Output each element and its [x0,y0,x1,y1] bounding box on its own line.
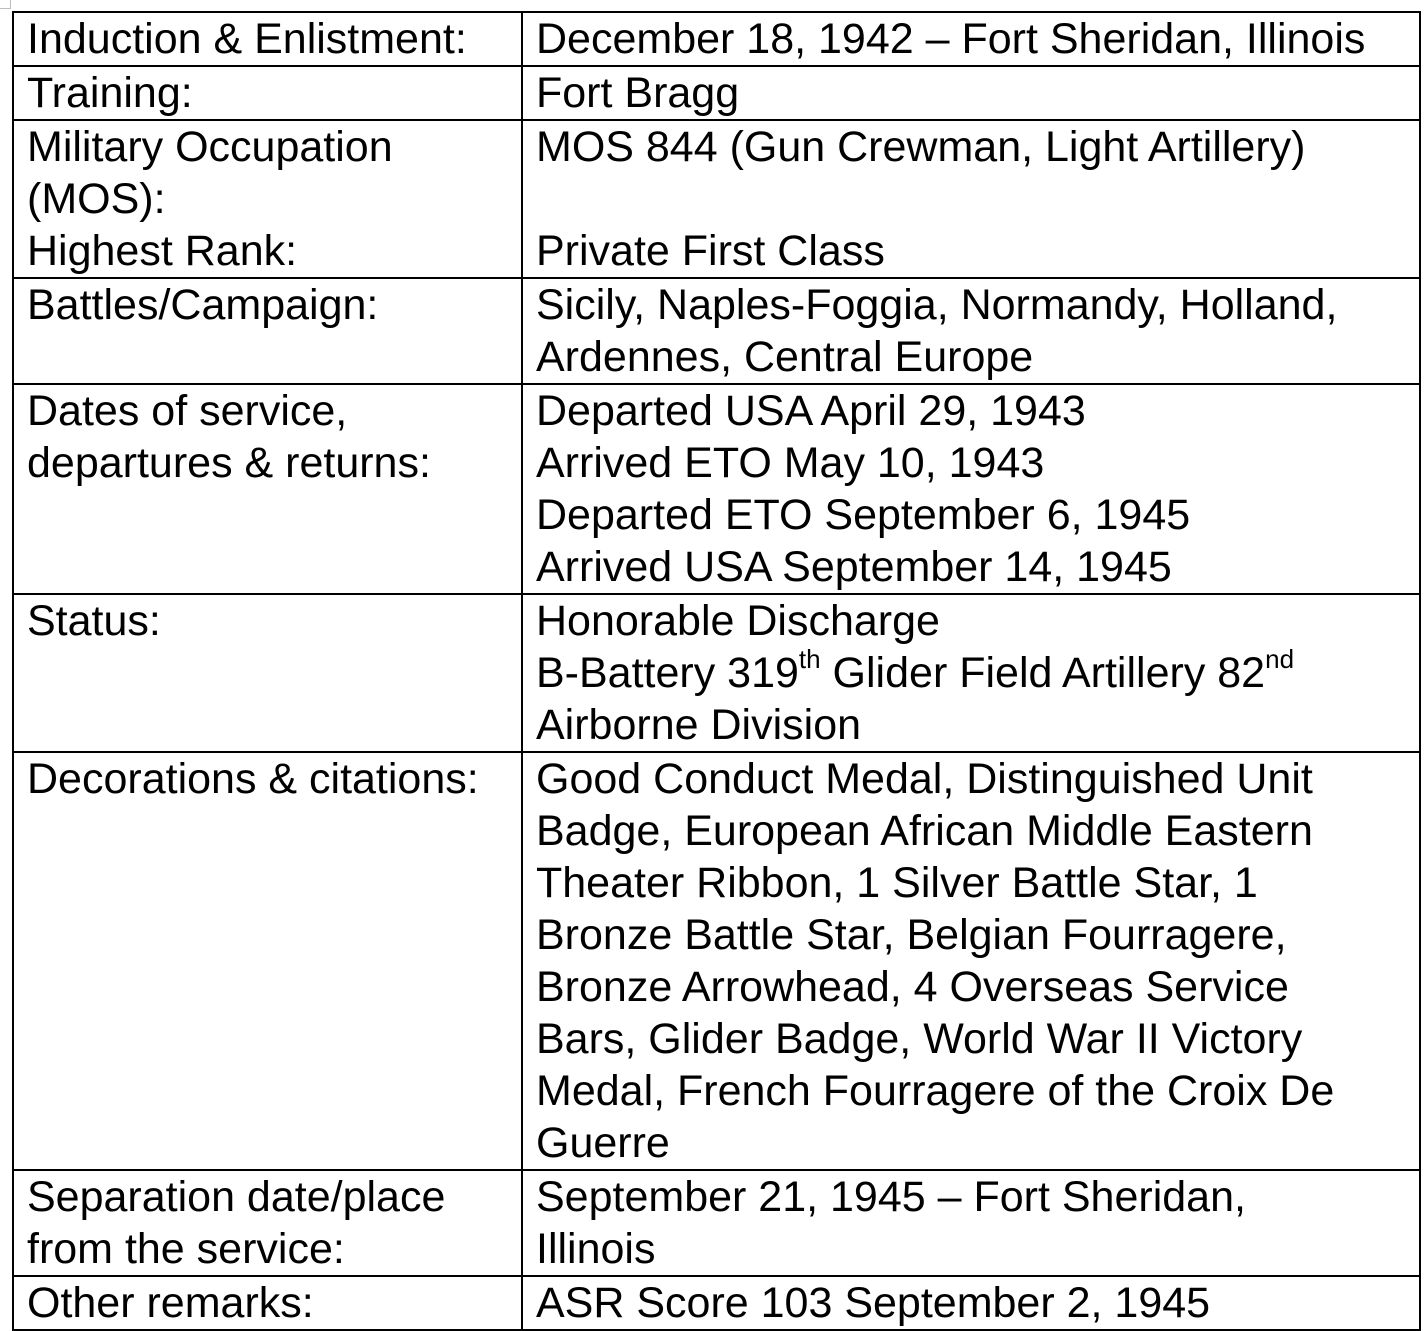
row-value: Badge, European African Middle Eastern [536,807,1313,855]
row-decorations [13,752,1420,1170]
row-value: ASR Score 103 September 2, 1945 [536,1279,1211,1327]
row-value: Airborne Division [536,701,862,749]
row-status [13,594,1420,752]
row-value: Guerre [536,1119,670,1167]
row-value: Honorable Discharge [536,597,940,645]
row-label: Decorations & citations: [27,755,479,803]
value-cell [522,594,1420,752]
value-cell [522,752,1420,1170]
unit-text: B-Battery 319 [536,649,799,697]
value-cell [522,278,1420,384]
row-value: Sicily, Naples-Foggia, Normandy, Holland, [536,281,1338,329]
row-other-remarks [13,1276,1420,1330]
row-label: Training: [27,69,193,117]
row-label: Status: [27,597,161,645]
ordinal-suffix: nd [1265,643,1295,674]
row-mos-rank [13,120,1420,278]
value-cell [522,120,1420,278]
row-value-unit [536,643,1415,699]
row-value: Ardennes, Central Europe [536,333,1034,381]
row-label: Highest Rank: [27,227,298,275]
row-training [13,66,1420,120]
row-label: (MOS): [27,175,166,223]
row-label: departures & returns: [27,439,431,487]
unit-text: Glider Field Artillery 82 [820,649,1266,697]
row-value: December 18, 1942 – Fort Sheridan, Illinois [536,15,1366,63]
row-separation [13,1170,1420,1276]
label-cell [13,384,522,594]
label-cell [13,752,522,1170]
row-value: Arrived ETO May 10, 1943 [536,439,1045,487]
value-cell [522,12,1420,66]
service-record-table [12,11,1421,1331]
row-label: Separation date/place [27,1173,446,1221]
row-value: Bronze Battle Star, Belgian Fourragere, [536,911,1287,959]
row-value: Arrived USA September 14, 1945 [536,543,1172,591]
row-label: Induction & Enlistment: [27,15,467,63]
label-cell [13,66,522,120]
row-value: MOS 844 (Gun Crewman, Light Artillery) [536,123,1306,171]
row-label: Other remarks: [27,1279,314,1327]
row-value: Bars, Glider Badge, World War II Victory [536,1015,1303,1063]
row-value: Fort Bragg [536,69,740,117]
document-corner-mark [0,0,11,9]
value-cell [522,66,1420,120]
label-cell [13,1170,522,1276]
row-value: Illinois [536,1225,656,1273]
row-label: Military Occupation [27,123,393,171]
row-value: Departed ETO September 6, 1945 [536,491,1191,539]
label-cell [13,594,522,752]
value-cell [522,1276,1420,1330]
label-cell [13,12,522,66]
value-cell [522,1170,1420,1276]
ordinal-suffix: th [798,643,821,674]
label-cell [13,120,522,278]
row-value: September 21, 1945 – Fort Sheridan, [536,1173,1246,1221]
row-value: Medal, French Fourragere of the Croix De [536,1067,1335,1115]
row-value: Good Conduct Medal, Distinguished Unit [536,755,1313,803]
row-value: Bronze Arrowhead, 4 Overseas Service [536,963,1289,1011]
value-cell [522,384,1420,594]
row-value-spacer [536,173,1415,225]
row-label: from the service: [27,1225,345,1273]
row-value: Theater Ribbon, 1 Silver Battle Star, 1 [536,859,1258,907]
row-value: Departed USA April 29, 1943 [536,387,1086,435]
label-cell [13,278,522,384]
row-induction [13,12,1420,66]
label-cell [13,1276,522,1330]
row-label: Battles/Campaign: [27,281,379,329]
row-value: Private First Class [536,227,885,275]
row-battles [13,278,1420,384]
row-label: Dates of service, [27,387,348,435]
row-dates-of-service [13,384,1420,594]
